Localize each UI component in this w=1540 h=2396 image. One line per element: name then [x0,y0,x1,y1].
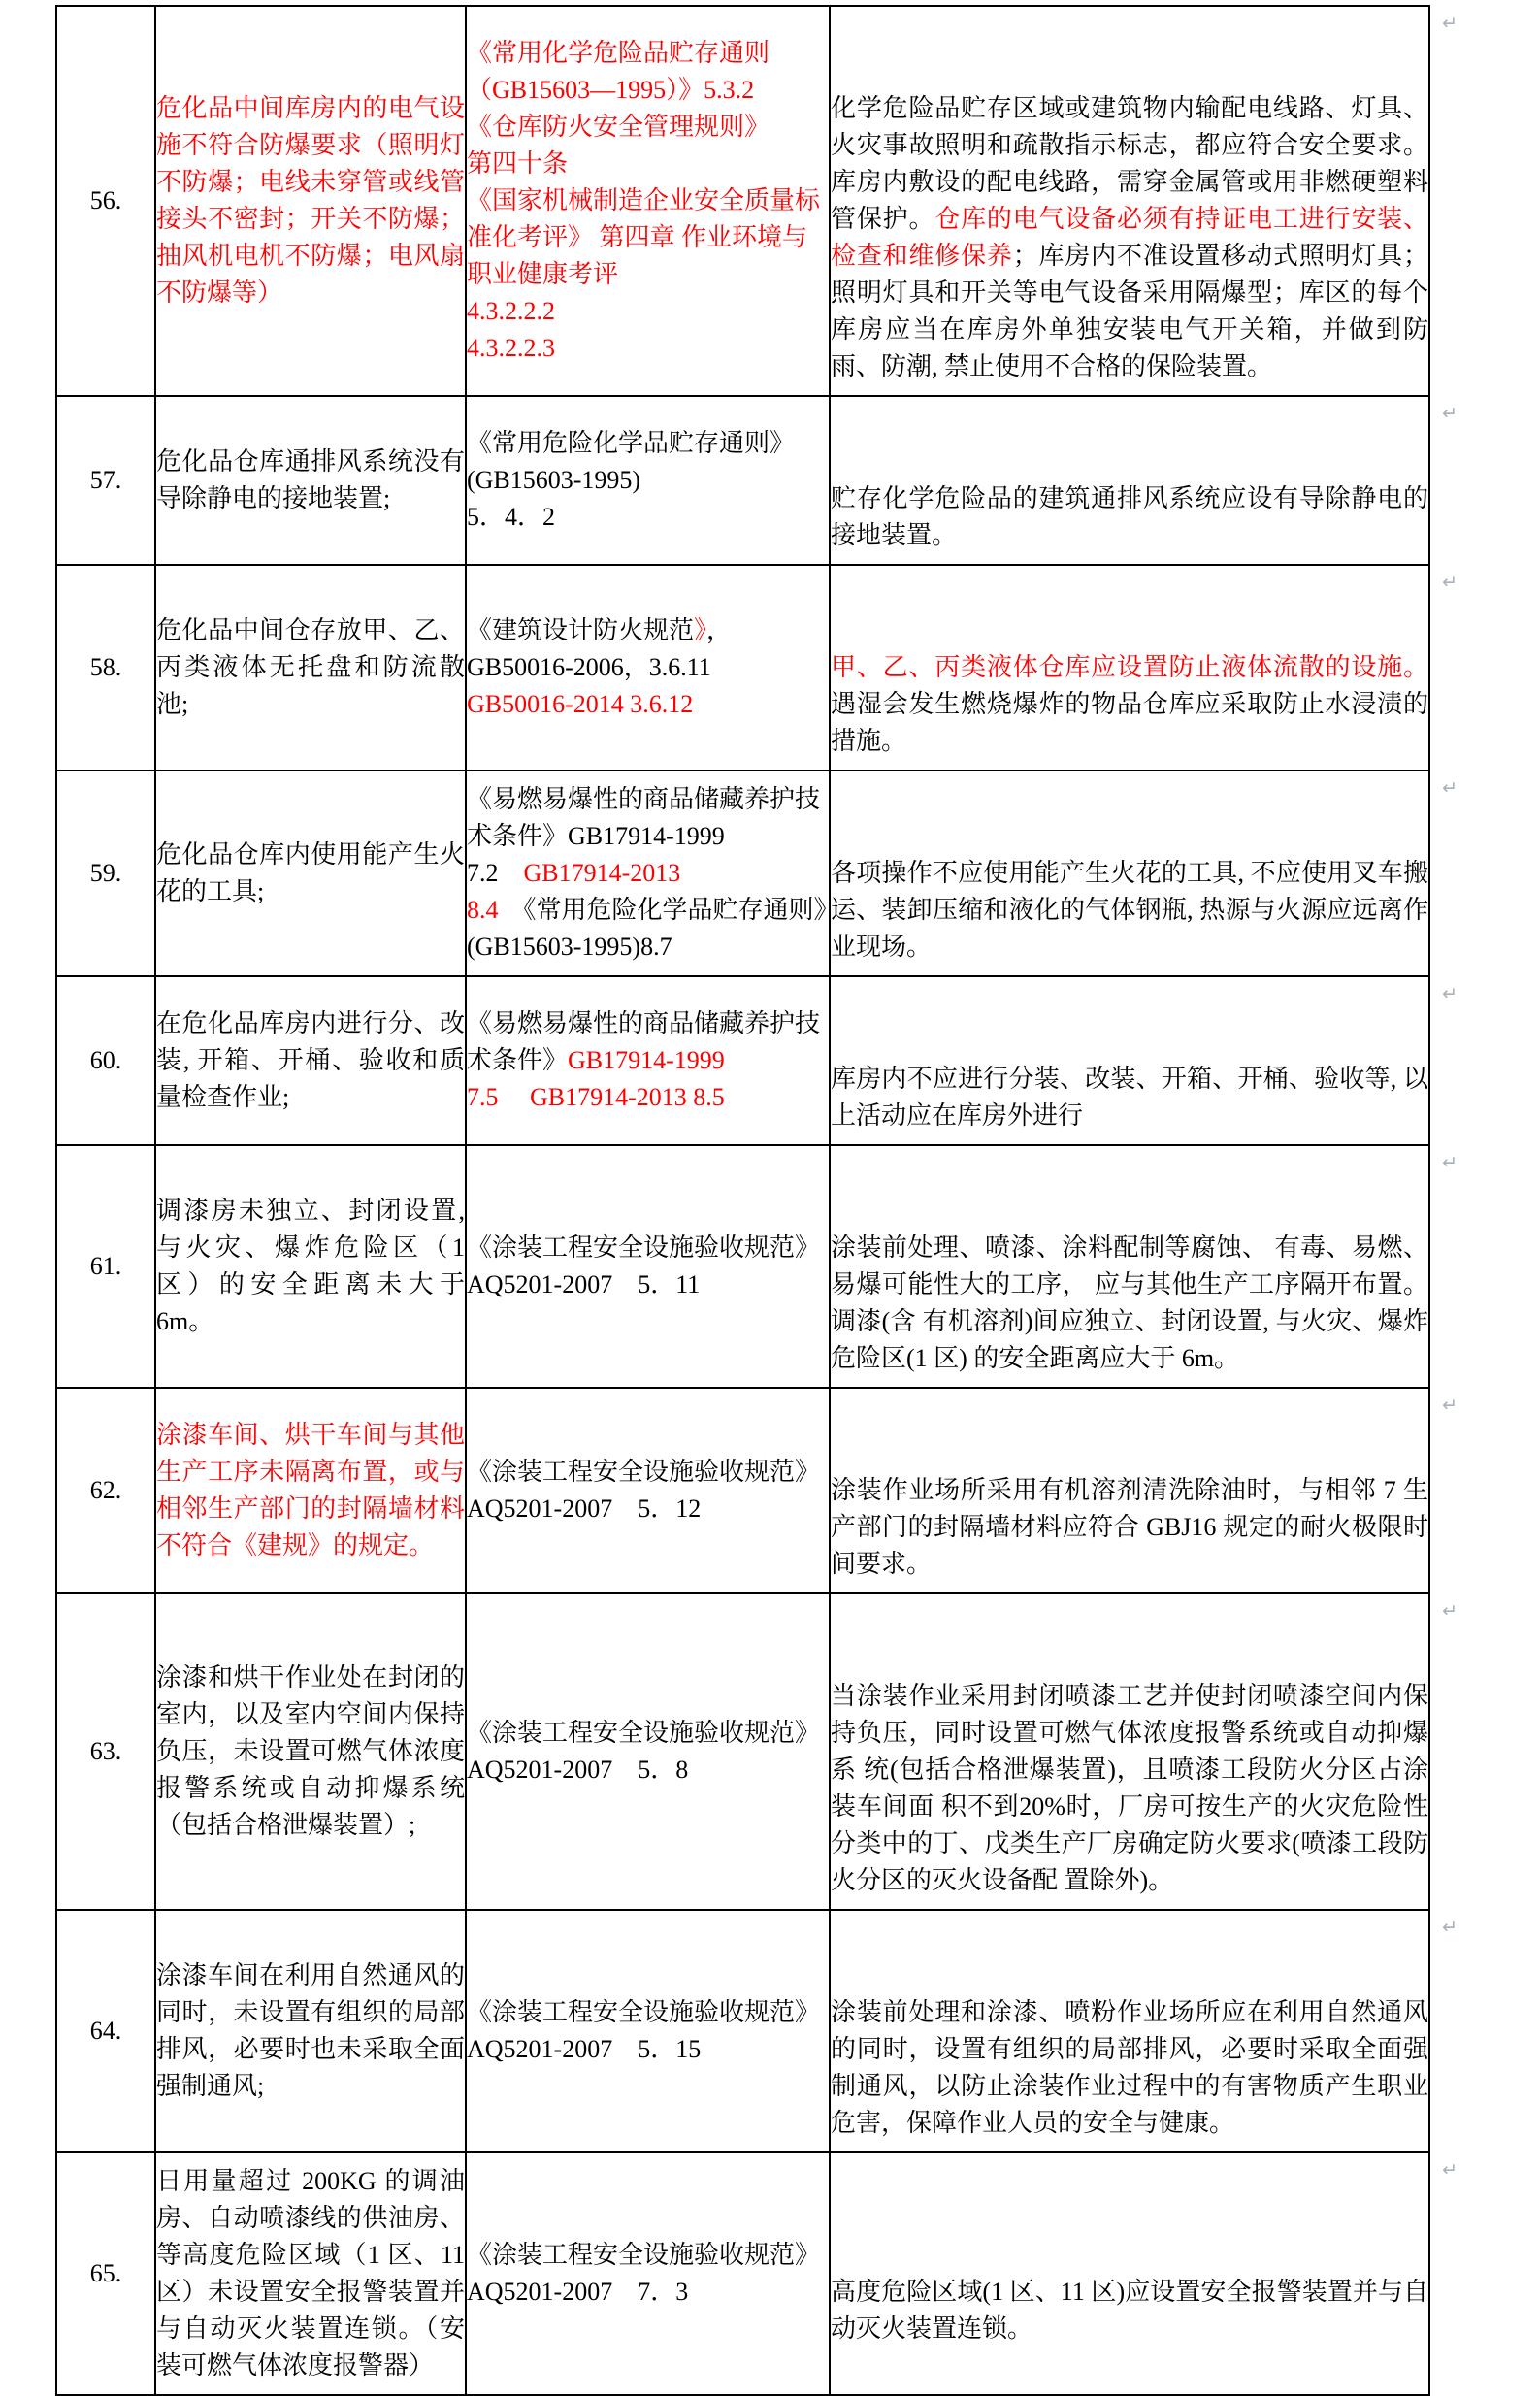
row-number: 61. [56,1145,155,1388]
text-segment: GB17914-2013 8.4 [467,859,681,924]
text-segment: 《涂装工程安全设施验收规范》AQ5201-2007 7．3 [467,2241,821,2306]
requirement-cell [830,396,1458,565]
text-segment: 涂漆车间在利用自然通风的同时，未设置有组织的局部排风，必要时也未采取全面强制通风; [156,1961,465,2100]
table-row [56,396,1429,565]
text-segment: 各项操作不应使用能产生火花的工具, 不应使用叉车搬运、装卸压缩和液化的气体钢瓶, 热源与火源应远离作业现场。 [831,859,1428,961]
table-row [56,771,1429,976]
text-segment: 《易燃易爆性的商品储藏养护技术条件》GB17914-1999 7.2 [467,785,821,887]
text-segment: 涂装前处理和涂漆、喷粉作业场所应在利用自然通风的同时，设置有组织的局部排风，必要时采取全面强制通风，以防止涂装作业过程中的有害物质产生职业危害，保障作业人员的安全与健康。 [831,1998,1428,2137]
text-segment: 遇湿会发生燃烧爆炸的物品仓库应采取防止水浸渍的措施。 [831,690,1428,755]
text-segment: 《常用化学危险品贮存通则 （GB15603—1995）》5.3.2 《仓库防火安全管理规则》 第四十条 《国家机械制造企业安全质量标准化考评》 第四章 作业环境与职业健康考评 4.3.2.2.2 4.3.2.2.3 [467,39,821,362]
text-segment: ；库房内不准设置移动式照明灯具；照明灯具和开关等电气设备采用隔爆型；库区的每个库房应当在库房外单独安装电气开关箱，并做到防雨、防潮, 禁止使用不合格的保险装置。 [831,242,1428,380]
requirement-cell [830,1145,1458,1388]
row-number: 59. [56,771,155,976]
problem-cell [155,2152,466,2395]
text-segment: 涂漆车间、烘干车间与其他生产工序未隔离布置，或与相邻生产部门的封隔墙材料不符合《建规》的规定。 [156,1421,465,1559]
row-number: 64. [56,1910,155,2152]
requirement-cell [830,1593,1458,1910]
paragraph-mark-icon: ↵ [1442,777,1458,799]
text-segment: 涂装前处理、喷漆、涂料配制等腐蚀、 有毒、易燃、易爆可能性大的工序， 应与其他生产工序隔开布置。调漆(含 有机溶剂)间应独立、封闭设置, 与火灾、爆炸危险区(1 区) 的安全距离应大于 6m。 [831,1233,1428,1372]
paragraph-mark-icon: ↵ [1442,1600,1458,1622]
row-number: 56. [56,6,155,396]
table-body [56,6,1458,2395]
text-segment: 涂漆和烘干作业处在封闭的室内，以及室内空间内保持负压，未设置可燃气体浓度报警系统或自动抑爆系统（包括合格泄爆装置）; [156,1663,465,1839]
problem-cell [155,565,466,771]
paragraph-mark-icon: ↵ [1442,403,1458,424]
text-segment: 调漆房未独立、封闭设置, 与火灾、爆炸危险区（1 区）的安全距离未大于 6m。 [156,1197,465,1335]
text-segment: 《涂装工程安全设施验收规范》AQ5201-2007 5．8 [467,1719,821,1784]
paragraph-mark-icon: ↵ [1442,2159,1458,2181]
requirement-cell [830,565,1458,771]
basis-cell [466,565,830,771]
text-segment: 在危化品库房内进行分、改装, 开箱、开桶、验收和质量检查作业; [156,1009,465,1111]
problem-cell [155,976,466,1145]
basis-cell [466,1593,830,1910]
basis-cell [466,396,830,565]
table-row [56,1145,1429,1388]
basis-cell [466,976,830,1145]
problem-cell [155,1145,466,1388]
basis-cell [466,6,830,396]
basis-cell [466,771,830,976]
table-row [56,1910,1429,2152]
row-number: 60. [56,976,155,1145]
text-segment: 《常用危险化学品贮存通则》(GB15603-1995)8.7 [467,896,827,961]
requirement-cell [830,2152,1458,2395]
text-segment: 涂装作业场所采用有机溶剂清洗除油时，与相邻 7 生产部门的封隔墙材料应符合 GBJ16 规定的耐火极限时间要求。 [831,1476,1428,1578]
text-segment: 《涂装工程安全设施验收规范》AQ5201-2007 5．15 [467,1998,821,2063]
text-segment: 危化品仓库通排风系统没有导除静电的接地装置; [156,447,465,512]
table-row [56,1593,1429,1910]
text-segment: 仓库的电气设备必须有持证电工进行安装、检查和维修保养 [831,205,1428,270]
text-segment: ， GB50016-2006，3.6.11 [467,616,733,681]
problem-cell [155,396,466,565]
text-segment: 危化品中间仓存放甲、乙、丙类液体无托盘和防流散池; [156,616,465,718]
text-segment: 化学危险品贮存区域或建筑物内输配电线路、灯具、火灾事故照明和疏散指示标志，都应符合安全要求。库房内敷设的配电线路，需穿金属管或用非燃硬塑料管保护。 [831,94,1428,233]
requirement-cell [830,771,1458,976]
paragraph-mark-icon: ↵ [1442,1917,1458,1938]
inspection-table [55,5,1458,2396]
text-segment: 》 [694,616,707,644]
requirement-cell [830,976,1458,1145]
problem-cell [155,6,466,396]
paragraph-mark-icon: ↵ [1442,13,1458,34]
basis-cell [466,1145,830,1388]
paragraph-mark-icon: ↵ [1442,1395,1458,1416]
basis-cell [466,1910,830,2152]
problem-cell [155,1910,466,2152]
basis-cell [466,1388,830,1593]
table-row [56,1388,1429,1593]
problem-cell [155,771,466,976]
text-segment: 《常用危险化学品贮存通则》(GB15603-1995) 5．4．2 [467,429,796,531]
paragraph-mark-icon: ↵ [1442,1152,1458,1173]
text-segment: 《涂装工程安全设施验收规范》AQ5201-2007 5．11 [467,1233,821,1298]
text-segment: 危化品仓库内使用能产生火花的工具; [156,840,465,905]
problem-cell [155,1593,466,1910]
row-number: 57. [56,396,155,565]
text-segment: 危化品中间库房内的电气设施不符合防爆要求（照明灯不防爆；电线未穿管或线管接头不密封；开关不防爆；抽风机电机不防爆；电风扇不防爆等） [156,94,465,307]
paragraph-mark-icon: ↵ [1442,572,1458,593]
table-row [56,976,1429,1145]
text-segment: 甲、乙、丙类液体仓库应设置防止液体流散的设施。 [831,653,1428,681]
table-row [56,2152,1429,2395]
requirement-cell [830,1388,1458,1593]
text-segment: 库房内不应进行分装、改装、开箱、开桶、验收等, 以上活动应在库房外进行 [831,1065,1428,1130]
table-row [56,565,1429,771]
problem-cell [155,1388,466,1593]
row-number: 58. [56,565,155,771]
row-number: 65. [56,2152,155,2395]
basis-cell [466,2152,830,2395]
text-segment: 日用量超过 200KG 的调油房、自动喷漆线的供油房、等高度危险区域（1 区、11 区）未设置安全报警装置并与自动灭火装置连锁。（安装可燃气体浓度报警器） [156,2167,465,2380]
paragraph-mark-icon: ↵ [1442,983,1458,1004]
text-segment: 高度危险区域(1 区、11 区)应设置安全报警装置并与自动灭火装置连锁。 [831,2278,1428,2343]
text-segment: 《易燃易爆性的商品储藏养护技术条件》 [467,1009,821,1074]
requirement-cell [830,6,1458,396]
table-row [56,6,1429,396]
text-segment: GB17914-1999 7.5 GB17914-2013 8.5 [467,1046,725,1111]
text-segment: GB50016-2014 3.6.12 [467,690,694,718]
row-number: 63. [56,1593,155,1910]
row-number: 62. [56,1388,155,1593]
text-segment: 当涂装作业采用封闭喷漆工艺并使封闭喷漆空间内保持负压，同时设置可燃气体浓度报警系统或自动抑爆系 统(包括合格泄爆装置)，且喷漆工段防火分区占涂装车间面 积不到20%时，厂房可按生产的火灾危险性分类中的丁、戊类生产厂房确定防火要求(喷漆工段防火分区的灭火设备配 置除外)。 [831,1682,1428,1894]
requirement-cell [830,1910,1458,2152]
text-segment: 《建筑设计防火规范 [467,616,695,644]
text-segment: 贮存化学危险品的建筑通排风系统应设有导除静电的接地装置。 [831,484,1428,549]
text-segment: 《涂装工程安全设施验收规范》AQ5201-2007 5．12 [467,1458,821,1523]
